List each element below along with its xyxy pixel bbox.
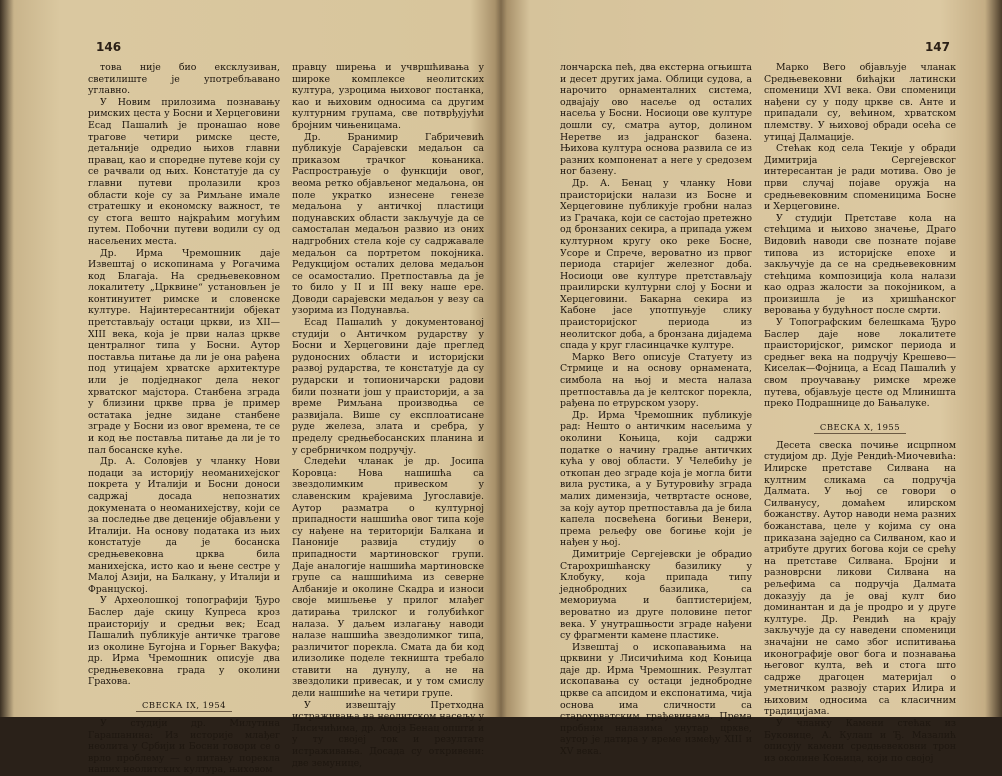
paragraph: У Топографским белешкама Ђуро Баслер даје нове локалитете праисторијског, римског периода и средњег века на подручју Крешево—Киселак—Фојница, а Есад Пашалић у свом проучавању римске мреже путева, објављује цесте од Млиништа преко Подрашнице до Бањалуке.	[764, 317, 956, 410]
paragraph: Десета свеска почиње исцрпном студијом др. Дује Рендић-Миочевића: Илирске претставе Силвана на култним сликама са подручја Далмата. У њој се говори о Силванусу, домаћем илирском божанству. Аутор наводи нема разних божанстава, целе у којима су она приказана заједно са Силваном, као и атрибуте других богова који се срећу на претставе Силвана. Бројни и разноврсни ликови Силвана на рељефима са подручја Далмата доказују да је овај култ био доминантан и да је продро и у друге културе. Др. Рендић на крају закључује да су наведени споменици значајни не само због испитивања иконографије овог бога и познавања његовог култа, већ и стога што садрже драгоцен материјал о уметничком развоју старих Илира и њиховим односима са класичним традицијама.	[764, 439, 956, 718]
paragraph: Извештај о ископавањима на црквини у Лисичићима код Коњица даје др. Ирма Чремошник. Резултат ископавања су остаци једнобродне цркве са апсидом и експонатима, чија основа има сличности са старохрватским грађевинама. Према пробним налазима унутар цркве, аутор је датира у време између XIII и XV века.	[560, 641, 752, 758]
page-number: 147	[924, 40, 950, 54]
paragraph: Др. Ирма Чремошник даје Извештај о ископинама у Рогачима код Благаја. На средњевековном локалитету „Црквине“ установљен је континуитет римске и словенске културе. Најинтересантнији објекат претстављају остаци цркви, из XII—XIII века, која је први налаз цркве централног типа у Босни. Аутор поставља питање да ли је она рађена под утицајем хрватске архитектуре или је подједнаког дела неког хрватског мајстора. Станбена зграда у близини цркве прва је пример остатака једне зидане станбене зграде у Босни из овог времена, те се и код ње поставља питање да ли је то пал босанске куће.	[88, 247, 280, 456]
paragraph: правцу ширења и учвршћивања у широке комплексе неолитских култура, узроцима њиховог постанка, као и њиховим односима са другим културним групама, све потврђујући бројним чињеницама.	[292, 62, 484, 131]
paragraph: Следећи чланак је др. Јосипа Коровца: Нова нашишћа са звездолимким привеском у славенским крајевима Југославије. Аутор разматра о културној припадности нашшића овог типа које су нађене на територији Балкана и Паноније развија студију о припадности мартиновског групи. Даје аналогије нашшића мартиновске групе са нашшићима из северне Албаније и околине Скадра и износи своје мишљење у прилог млађег датирања трилског и голубићког налаза. У даљем излагању наводи налазе нашшића звездолимког типа, различитог порекла. Смата да би код илизолике поделе текништа требало ставити на дунулу, а не на звездолики привесак, и у том смислу дели нашшиће на четири групе.	[292, 456, 484, 700]
paragraph: Марко Вего објављује чланак Средњевековни бићајки латински споменици XVI века. Ови споменици нађени су у поду цркве св. Анте и припадали су, већином, хрватском племству. У њиховој обради осећа се утицај Далмације.	[764, 62, 956, 143]
paragraph: това није био ексклузиван, светилиште је употребљавано углавно.	[88, 62, 280, 97]
text-column	[292, 62, 484, 769]
section-heading-text: СВЕСКА IX, 1954	[136, 700, 232, 712]
paragraph: лончарска пећ, два екстерна огњишта и десет других јама. Облици судова, а нарочито орнаменталних система, одвајају ово насеље од осталих насеља у Босни. Носиоци ове културе дошли су, сматра аутор, долином Неретве из јадранског базена. Њихова култура основа развила се из разних компоненат а неге у средозем ног базену.	[560, 62, 752, 178]
left-page	[88, 0, 484, 776]
paragraph: Марко Вего описује Статуету из Стрмице и на основу орнамената, симбола на њој и места налаза претпоставља да је келтског порекла, рађена по етрурском узору.	[560, 351, 752, 410]
section-heading-text: СВЕСКА X, 1955	[814, 422, 906, 434]
paragraph: Др. Бранимир Габричевић публикује Сарајевски медаљон са приказом трачког коњаника. Распрострањује о функцији овог, веома ретко објављеног медаљона, он поле укратко изнесене генезе медаљона у античкој пластици подунавских области закључује да се самосталан медаљон развио из оних надгробних стела које су садржавале медаљон са портретом покојника. Редукцијом осталих делова медаљон се осамосталио. Претпоставља да је то било у II и III веку наше ере. Доводи сарајевски медаљон у везу са узорима из Подунавља.	[292, 131, 484, 317]
paragraph: Димитрије Сергејевски је обрадио Старохришћанску базилику у Клобуку, која припада типу једнобродних базилика, са мемориума и баптистеријем, вероватно из друге половине петог века. У унутрашњости зграде нађени су фрагменти камене пластике.	[560, 548, 752, 642]
paragraph: У чланку Камени стећак из Буковице, А. Кулаш и Ђ. Мазалић описују камени средњевековни трон из околине Коњица, који по својој	[764, 718, 956, 764]
text-columns	[560, 62, 956, 764]
text-column	[560, 62, 752, 758]
paragraph: Есад Пашалић у документованој студији о Античком рударству у Босни и Херцеговини даје преглед рудоносних области и историјски развој рударства, те констатује да су рударски и топионичарски радови били познати још у праисторији, а за време Римљана производња се развијала. Више су експлоатисане руде железа, злата и сребра, у пределу средњебосанских планина и у сребрничком подручју.	[292, 317, 484, 456]
paragraph: У извештају Претходна истраживања на неолитском насељу у Лисичићима, др. Алојз Бенац општи и у ту својеј ток и резултате истраживања. Досада су откривени: две земунице,	[292, 699, 484, 769]
page-number: 146	[96, 40, 122, 54]
paragraph: Стећак код села Текије у обради Димитрија Сергејевског интересантан је ради мотива. Ово је први случај појаве оружја на средњевековним споменицима Босне и Херцеговине.	[764, 143, 956, 213]
paragraph: У Археолошкој топографији Ђуро Баслер даје скицу Купреса кроз праисторију и средњи век; Есад Пашалић публикује античке трагове из околине Бугојна и Горњег Вакуфа; др. Ирма Чремошник описује два средњевековна града у околини Грахова.	[88, 595, 280, 688]
text-column	[764, 62, 956, 764]
right-page	[560, 0, 956, 764]
section-heading	[764, 422, 956, 432]
paragraph: Др. А. Бенац у чланку Нови праисторијски налази из Босне и Херцеговине публикује гробни налаз из Грачака, који се састојао претежно од бронзаних секира, а припада ужем културном кругу око реке Босне, Усоре и Спрече, вероватно из првог периода старијег железног доба. Носиоци ове културе претстављају праилирски културни слој у Босни и Херцеговини. Бакарна секира из Кабоне јасе употпуњује слику праисторијског периода из неолитског доба, а бронзана дијадема спада у круг гласинцачке културе.	[560, 177, 752, 352]
text-columns	[88, 62, 484, 776]
paragraph: У студији Претставе кола на стећцима и њихово значење, Драго Видовић наводи све познате појаве типова из историјске епохе и закључује да се на средњевековним стећцима композиција кола налази као одраз жалости за покојником, а произишла је из хришћанског веровања у будућност после смрти.	[764, 212, 956, 317]
text-column	[88, 62, 280, 776]
paragraph: У Новим прилозима познавању римских цеста у Босни и Херцеговини Есад Пашалић је пронашао нове трагове четири римске цесте, детаљније одредио њихов главни правац, као и споредне путеве који су се рачвали од њих. Констатује да су главни путеви пролазили кроз области које су за Римљане имале стратешку и економску важност, те су стога вешто најкраћим могућим путем. Побочни путеви водили су од насељених места.	[88, 96, 280, 247]
paragraph: У студији др. Милутина Гарашанина: Из историје млађег неолита у Србији и Босни говори се о врло проблему — о питању порекла наших неолитских култура, њиховом	[88, 718, 280, 776]
section-heading	[88, 700, 280, 710]
paragraph: Др. А. Соловјев у чланку Нови подаци за историју неоманихејског покрета у Италији и Босни доноси садржај досада непознатих докумената о неоманихејству, који се за последње две деценије објављени у Италији. На основу података из њих констатује да је босанска средњевековна црква била манихејска, исто као и њене сестре у Малој Азији, на Балкану, у Италији и Француској.	[88, 456, 280, 595]
paragraph: Др. Ирма Чремошник публикује рад: Нешто о античким насељима у околини Коњица, који садржи податке о начину градње античких кућа у овој области. У Челебићу је откопан део зграде која је могла бити вила рустика, а у Бутуровићу зграда малих димензија, четвртасте основе, за коју аутор претпоставља да је била капела посвећена богињи Венери, према рељефу ове богиње који је нађен у њој.	[560, 409, 752, 549]
